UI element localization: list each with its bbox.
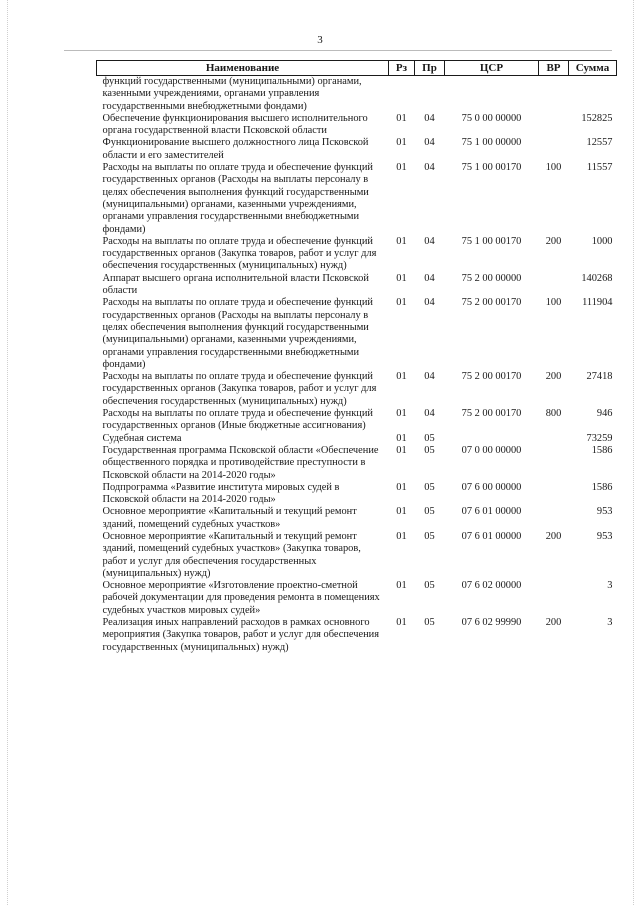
cell-name: Основное мероприятие «Изготовление проектно-сметной рабочей документации для проведения ремонта в помещениях судебных участков мировых судей» [102, 580, 380, 616]
cell-pr: 05 [424, 506, 435, 518]
cell-sum: 73259 [586, 432, 613, 444]
cell-vr [539, 137, 569, 162]
cell-csr: 07 6 01 00000 [461, 506, 522, 518]
cell-rz: 01 [396, 432, 407, 444]
cell-pr: 04 [424, 235, 435, 247]
cell-sum: 11557 [586, 162, 613, 174]
table-row [97, 482, 617, 507]
header-name: Наименование [97, 61, 389, 76]
cell-name: Функционирование высшего должностного лица Псковской области и его заместителей [102, 137, 369, 161]
cell-rz: 01 [396, 530, 407, 542]
header-pr: Пр [415, 61, 445, 76]
cell-name: функций государственными (муниципальными) органами, казенными учреждениями, органами управления государственными внебюджетными фондами) [102, 76, 362, 112]
table-row [97, 236, 617, 273]
table-row [97, 433, 617, 445]
cell-vr: 200 [545, 617, 562, 629]
table-row [97, 162, 617, 236]
cell-vr: 200 [545, 371, 562, 383]
cell-pr: 04 [424, 112, 435, 124]
header-vr: ВР [539, 61, 569, 76]
cell-rz: 01 [396, 408, 407, 420]
cell-vr: 800 [545, 408, 562, 420]
table-row [97, 617, 617, 654]
cell-sum [569, 76, 617, 113]
table-header [97, 61, 617, 76]
cell-name: Основное мероприятие «Капитальный и текущий ремонт зданий, помещений судебных участков» (Закупка товаров, работ и услуг для обеспечения государственных (муниципальных) нужд) [102, 530, 361, 579]
cell-pr: 04 [424, 408, 435, 420]
budget-table [96, 60, 617, 654]
cell-rz: 01 [396, 272, 407, 284]
cell-vr: 100 [545, 297, 562, 309]
cell-rz: 01 [396, 617, 407, 629]
table-body [97, 76, 617, 654]
cell-name: Расходы на выплаты по оплате труда и обеспечение функций государственных органов (Закупка товаров, работ и услуг для обеспечения государственных (муниципальных) нужд) [102, 371, 377, 407]
cell-vr [539, 482, 569, 507]
cell-name: Реализация иных направлений расходов в рамках основного мероприятия (Закупка товаров, работ и услуг для обеспечения государственных (муниципальных) нужд) [102, 617, 379, 653]
cell-rz [389, 76, 415, 113]
cell-name: Расходы на выплаты по оплате труда и обеспечение функций государственных органов (Расходы на выплаты персоналу в целях обеспечения выполнения функций государственными (муниципальными) органами, казенными учреждениями, органами управления государственными внебюджетными фондами) [102, 297, 373, 370]
table-row [97, 408, 617, 433]
cell-vr [539, 445, 569, 482]
cell-pr: 05 [424, 432, 435, 444]
cell-vr: 200 [545, 530, 562, 542]
cell-pr: 04 [424, 162, 435, 174]
cell-vr [539, 580, 569, 617]
cell-name: Обеспечение функционирования высшего исполнительного органа государственной власти Псковской области [102, 112, 368, 137]
cell-pr: 05 [424, 444, 435, 456]
cell-pr: 04 [424, 137, 435, 149]
cell-csr [445, 433, 539, 445]
table-row [97, 297, 617, 371]
cell-sum: 946 [596, 408, 613, 420]
cell-vr: 100 [545, 162, 562, 174]
cell-rz: 01 [396, 481, 407, 493]
table-row [97, 76, 617, 113]
cell-sum: 140268 [581, 272, 613, 284]
cell-sum: 1586 [591, 444, 613, 456]
table-row [97, 531, 617, 580]
cell-vr [539, 76, 569, 113]
cell-rz: 01 [396, 112, 407, 124]
cell-name: Расходы на выплаты по оплате труда и обеспечение функций государственных органов (Расходы на выплаты персоналу в целях обеспечения выполнения функций государственными (муниципальными) органами, казенными учреждениями, органами управления государственными внебюджетными фондами) [102, 162, 373, 235]
cell-sum: 152825 [581, 112, 613, 124]
cell-rz: 01 [396, 235, 407, 247]
header-sum: Сумма [569, 61, 617, 76]
cell-rz: 01 [396, 444, 407, 456]
cell-sum: 953 [596, 530, 613, 542]
cell-csr: 07 0 00 00000 [461, 444, 522, 456]
cell-name: Основное мероприятие «Капитальный и текущий ремонт зданий, помещений судебных участков» [102, 506, 357, 530]
cell-pr: 04 [424, 297, 435, 309]
cell-sum: 3 [607, 580, 613, 592]
header-row [97, 61, 617, 76]
table-row [97, 445, 617, 482]
cell-name: Государственная программа Псковской области «Обеспечение общественного порядка и противодействие преступности в Псковской области на 2014-2020 годы» [102, 444, 379, 481]
cell-sum: 3 [607, 617, 613, 629]
cell-vr: 200 [545, 235, 562, 247]
cell-name: Расходы на выплаты по оплате труда и обеспечение функций государственных органов (Иные бюджетные ассигнования) [102, 408, 373, 432]
cell-csr: 75 2 00 00170 [461, 371, 522, 383]
cell-rz: 01 [396, 371, 407, 383]
table-row [97, 137, 617, 162]
header-csr: ЦСР [445, 61, 539, 76]
cell-csr: 07 6 02 00000 [461, 580, 522, 592]
cell-rz: 01 [396, 297, 407, 309]
table-row [97, 580, 617, 617]
cell-csr: 75 0 00 00000 [461, 112, 522, 124]
cell-rz: 01 [396, 162, 407, 174]
cell-sum: 111904 [582, 297, 613, 309]
table-row [97, 506, 617, 531]
cell-vr [539, 113, 569, 138]
cell-sum: 12557 [586, 137, 613, 149]
cell-csr: 75 2 00 00000 [461, 272, 522, 284]
cell-csr: 75 1 00 00000 [461, 137, 522, 149]
scan-edge-right [633, 0, 634, 905]
cell-name: Аппарат высшего органа исполнительной власти Псковской области [102, 272, 369, 297]
cell-vr [539, 273, 569, 298]
cell-name: Расходы на выплаты по оплате труда и обеспечение функций государственных органов (Закупка товаров, работ и услуг для обеспечения государственных (муниципальных) нужд) [102, 235, 377, 272]
cell-sum: 1000 [591, 235, 613, 247]
cell-csr: 75 2 00 00170 [461, 297, 522, 309]
table-row [97, 371, 617, 408]
cell-name: Подпрограмма «Развитие института мировых судей в Псковской области на 2014-2020 годы» [102, 481, 340, 506]
cell-csr: 75 2 00 00170 [461, 408, 522, 420]
cell-csr: 75 1 00 00170 [461, 235, 522, 247]
cell-vr [539, 506, 569, 531]
cell-name: Судебная система [102, 432, 182, 444]
cell-csr: 75 1 00 00170 [461, 162, 522, 174]
scan-edge-left [7, 0, 8, 905]
page-number: 3 [317, 34, 323, 46]
cell-rz: 01 [396, 137, 407, 149]
cell-csr: 07 6 01 00000 [461, 530, 522, 542]
table-row [97, 273, 617, 298]
cell-pr: 04 [424, 371, 435, 383]
cell-pr: 05 [424, 530, 435, 542]
cell-csr: 07 6 02 99990 [461, 617, 522, 629]
cell-rz: 01 [396, 580, 407, 592]
cell-pr: 05 [424, 617, 435, 629]
table-row [97, 113, 617, 138]
cell-sum: 953 [596, 506, 613, 518]
cell-vr [539, 433, 569, 445]
cell-pr: 05 [424, 481, 435, 493]
cell-csr: 07 6 00 00000 [461, 481, 522, 493]
cell-pr [415, 76, 445, 113]
cell-pr: 05 [424, 580, 435, 592]
top-rule [64, 50, 612, 51]
cell-csr [445, 76, 539, 113]
header-rz: Рз [389, 61, 415, 76]
cell-pr: 04 [424, 272, 435, 284]
cell-sum: 27418 [586, 371, 613, 383]
cell-rz: 01 [396, 506, 407, 518]
cell-sum: 1586 [591, 481, 613, 493]
